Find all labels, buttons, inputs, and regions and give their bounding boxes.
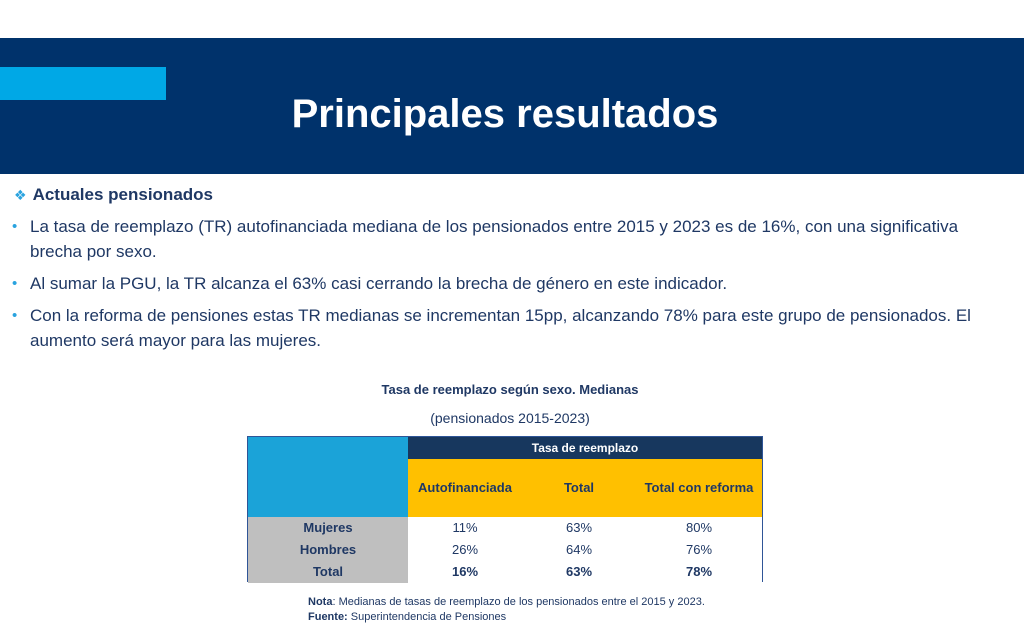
row-label: Mujeres xyxy=(248,517,408,539)
note-label: Nota xyxy=(308,596,333,608)
bullet-dot-icon: • xyxy=(12,218,18,235)
table-cell: 26% xyxy=(408,539,522,561)
table-row xyxy=(248,561,762,583)
bullet-text: Al sumar la PGU, la TR alcanza el 63% casi cerrando la brecha de género en este indicador. xyxy=(30,274,728,293)
bullet-text: Con la reforma de pensiones estas TR medianas se incrementan 15pp, alcanzando 78% para este grupo de pensionados. El aumento será mayor para las mujeres. xyxy=(30,306,971,350)
table-cell: 63% xyxy=(522,561,636,583)
column-header: Total con reforma xyxy=(644,480,754,495)
row-label: Total xyxy=(248,561,408,583)
bullet-text: La tasa de reemplazo (TR) autofinanciada mediana de los pensionados entre 2015 y 2023 es de 16%, con una significativa brecha por sexo. xyxy=(30,217,959,261)
table-subtitle: (pensionados 2015-2023) xyxy=(430,410,590,426)
note-line xyxy=(308,595,705,610)
table-corner-cell xyxy=(248,437,408,517)
bullet-list xyxy=(12,214,997,360)
source-line xyxy=(308,610,705,625)
data-table xyxy=(247,436,763,582)
table-cell: 63% xyxy=(522,517,636,539)
section-heading xyxy=(14,185,213,205)
table-cell: 16% xyxy=(408,561,522,583)
table-cell: 64% xyxy=(522,539,636,561)
table-body xyxy=(248,517,762,583)
diamond-bullet-icon: ❖ xyxy=(14,186,27,203)
table-group-header: Tasa de reemplazo xyxy=(408,437,762,459)
table-row xyxy=(248,517,762,539)
table-row xyxy=(248,539,762,561)
table-footnote xyxy=(308,595,705,625)
list-item xyxy=(12,303,997,353)
table-title: Tasa de reemplazo según sexo. Medianas xyxy=(381,382,639,397)
bullet-dot-icon: • xyxy=(12,275,18,292)
source-label: Fuente: xyxy=(308,611,348,623)
page-title: Principales resultados xyxy=(291,92,719,136)
table-cell: 78% xyxy=(636,561,762,583)
section-heading-label: Actuales pensionados xyxy=(32,185,213,204)
source-text: Superintendencia de Pensiones xyxy=(347,611,507,623)
list-item xyxy=(12,271,997,296)
table-cell: 76% xyxy=(636,539,762,561)
table-cell: 80% xyxy=(636,517,762,539)
note-text: : Medianas de tasas de reemplazo de los pensionados entre el 2015 y 2023. xyxy=(332,596,705,608)
bullet-dot-icon: • xyxy=(12,307,18,324)
row-label: Hombres xyxy=(248,539,408,561)
table-cell: 11% xyxy=(408,517,522,539)
column-header: Total xyxy=(563,480,595,495)
list-item xyxy=(12,214,997,264)
column-header: Autofinanciada xyxy=(418,480,512,495)
table-column-headers xyxy=(408,459,762,517)
